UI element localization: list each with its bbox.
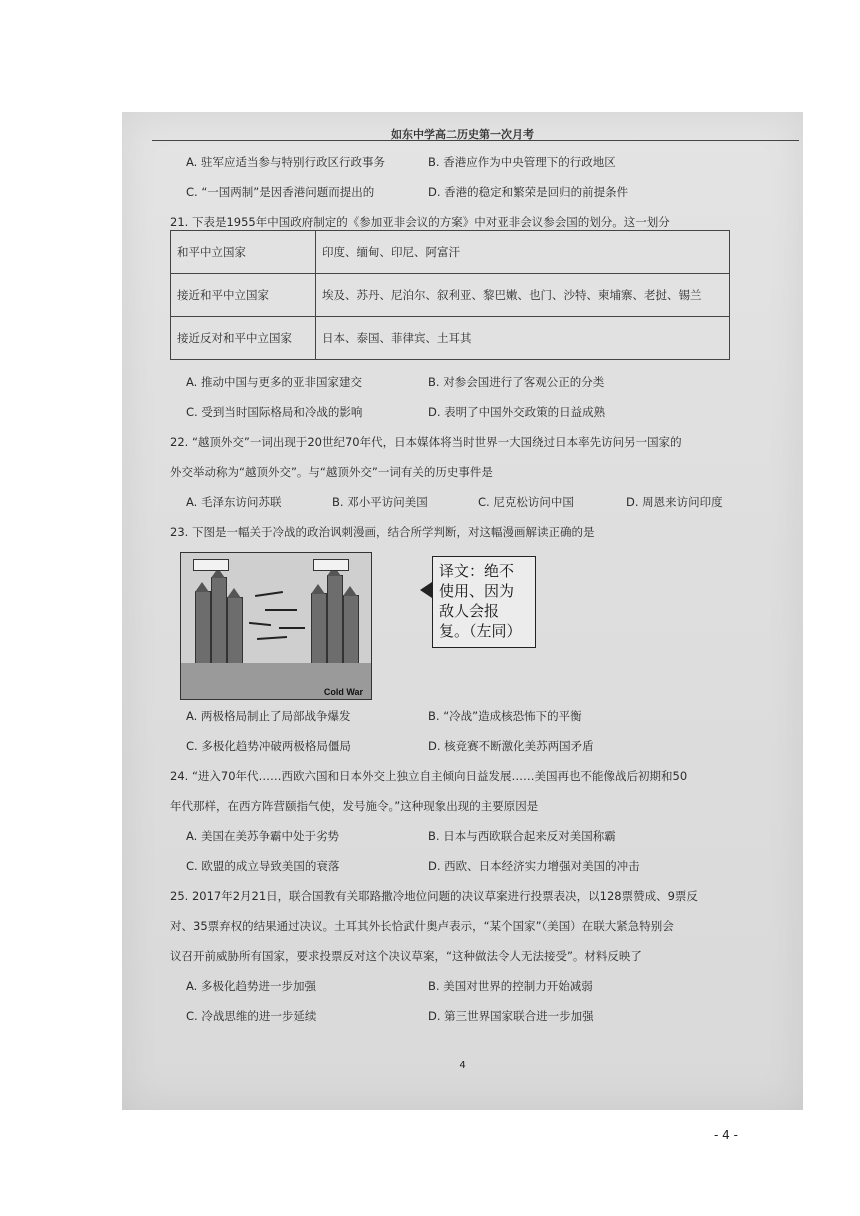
callout-pointer xyxy=(420,582,432,598)
table-cell-category: 接近反对和平中立国家 xyxy=(171,317,316,360)
arrow-mark xyxy=(255,591,283,597)
cartoon-caption: Cold War xyxy=(323,687,363,697)
q23-option-a: A. 两极格局制止了局部战争爆发 xyxy=(186,709,351,723)
q25-stem-line-3: 议召开前威胁所有国家，要求投票反对这个决议草案，“这种做法令人无法接受”。材料反映了 xyxy=(170,949,642,963)
outer-page-number: - 4 - xyxy=(714,1128,738,1142)
table-row xyxy=(171,274,730,317)
q24-stem-line-2: 年代那样，在西方阵营颐指气使，发号施令。”这种现象出现的主要原因是 xyxy=(170,799,539,813)
arrow-mark xyxy=(249,622,271,626)
q23-stem: 23. 下图是一幅关于冷战的政治讽刺漫画，结合所学判断，对这幅漫画解读正确的是 xyxy=(170,525,595,539)
q22-option-b: B. 邓小平访问美国 xyxy=(332,495,428,509)
q25-stem-line-2: 对、35票弃权的结果通过决议。土耳其外长恰武什奥卢表示，“某个国家”（美国）在联大紧急特别会 xyxy=(170,919,674,933)
q20-option-a: A. 驻军应适当参与特别行政区行政事务 xyxy=(186,155,385,169)
table-row xyxy=(171,231,730,274)
table-cell-countries: 日本、泰国、菲律宾、土耳其 xyxy=(316,317,730,360)
scanned-exam-photo xyxy=(122,112,803,1110)
table-cell-countries: 埃及、苏丹、尼泊尔、叙利亚、黎巴嫩、也门、沙特、柬埔寨、老挝、锡兰 xyxy=(316,274,730,317)
q21-option-a: A. 推动中国与更多的亚非国家建交 xyxy=(186,375,362,389)
arrow-mark xyxy=(279,627,305,629)
q22-option-d: D. 周恩来访问印度 xyxy=(626,495,723,509)
q22-stem-line-1: 22. “越顶外交”一词出现于20世纪70年代，日本媒体将当时世界一大国绕过日本率先访问另一国家的 xyxy=(170,435,682,449)
q21-option-d: D. 表明了中国外交政策的日益成熟 xyxy=(428,405,606,419)
q23-option-c: C. 多极化趋势冲破两极格局僵局 xyxy=(186,739,351,753)
q24-option-b: B. 日本与西欧联合起来反对美国称霸 xyxy=(428,829,616,843)
q21-option-c: C. 受到当时国际格局和冷战的影响 xyxy=(186,405,363,419)
q24-stem-line-1: 24. “进入70年代……西欧六国和日本外交上独立自主倾向日益发展……美国再也不能像战后初期和50 xyxy=(170,769,688,783)
q21-country-table xyxy=(170,230,730,360)
q24-option-c: C. 欧盟的成立导致美国的衰落 xyxy=(186,859,340,873)
table-row xyxy=(171,317,730,360)
right-sign xyxy=(313,559,349,571)
translation-callout: 译文：绝不 使用、因为 敌人会报 复。（左同） xyxy=(432,556,536,648)
q25-stem-line-1: 25. 2017年2月21日，联合国教有关耶路撒冷地位问题的决议草案进行投票表决，以128票赞成、9票反 xyxy=(170,889,698,903)
q20-option-c: C. “一国两制”是因香港问题而提出的 xyxy=(186,185,375,199)
q25-option-a: A. 多极化趋势进一步加强 xyxy=(186,979,316,993)
q25-option-c: C. 冷战思维的进一步延续 xyxy=(186,1009,317,1023)
q22-stem-line-2: 外交举动称为“越顶外交”。与“越顶外交”一词有关的历史事件是 xyxy=(170,465,493,479)
q22-option-a: A. 毛泽东访问苏联 xyxy=(186,495,282,509)
q20-option-d: D. 香港的稳定和繁荣是回归的前提条件 xyxy=(428,185,629,199)
q22-option-c: C. 尼克松访问中国 xyxy=(478,495,574,509)
table-cell-category: 接近和平中立国家 xyxy=(171,274,316,317)
header-rule xyxy=(152,140,799,141)
q24-option-d: D. 西欧、日本经济实力增强对美国的冲击 xyxy=(428,859,640,873)
arrow-mark xyxy=(257,636,287,640)
arrow-mark xyxy=(265,609,297,611)
exam-header-title: 如东中学高二历史第一次月考 xyxy=(391,128,534,141)
cold-war-cartoon xyxy=(180,552,372,700)
q23-option-d: D. 核竞赛不断激化美苏两国矛盾 xyxy=(428,739,594,753)
left-sign xyxy=(193,559,229,571)
q23-option-b: B. “冷战”造成核恐怖下的平衡 xyxy=(428,709,582,723)
table-cell-countries: 印度、缅甸、印尼、阿富汗 xyxy=(316,231,730,274)
inner-page-number: 4 xyxy=(459,1060,466,1071)
q25-option-b: B. 美国对世界的控制力开始减弱 xyxy=(428,979,593,993)
q21-option-b: B. 对参会国进行了客观公正的分类 xyxy=(428,375,605,389)
q21-stem: 21. 下表是1955年中国政府制定的《参加亚非会议的方案》中对亚非会议参会国的划分。这一划分 xyxy=(170,215,670,229)
q24-option-a: A. 美国在美苏争霸中处于劣势 xyxy=(186,829,339,843)
table-cell-category: 和平中立国家 xyxy=(171,231,316,274)
q20-option-b: B. 香港应作为中央管理下的行政地区 xyxy=(428,155,616,169)
q25-option-d: D. 第三世界国家联合进一步加强 xyxy=(428,1009,594,1023)
